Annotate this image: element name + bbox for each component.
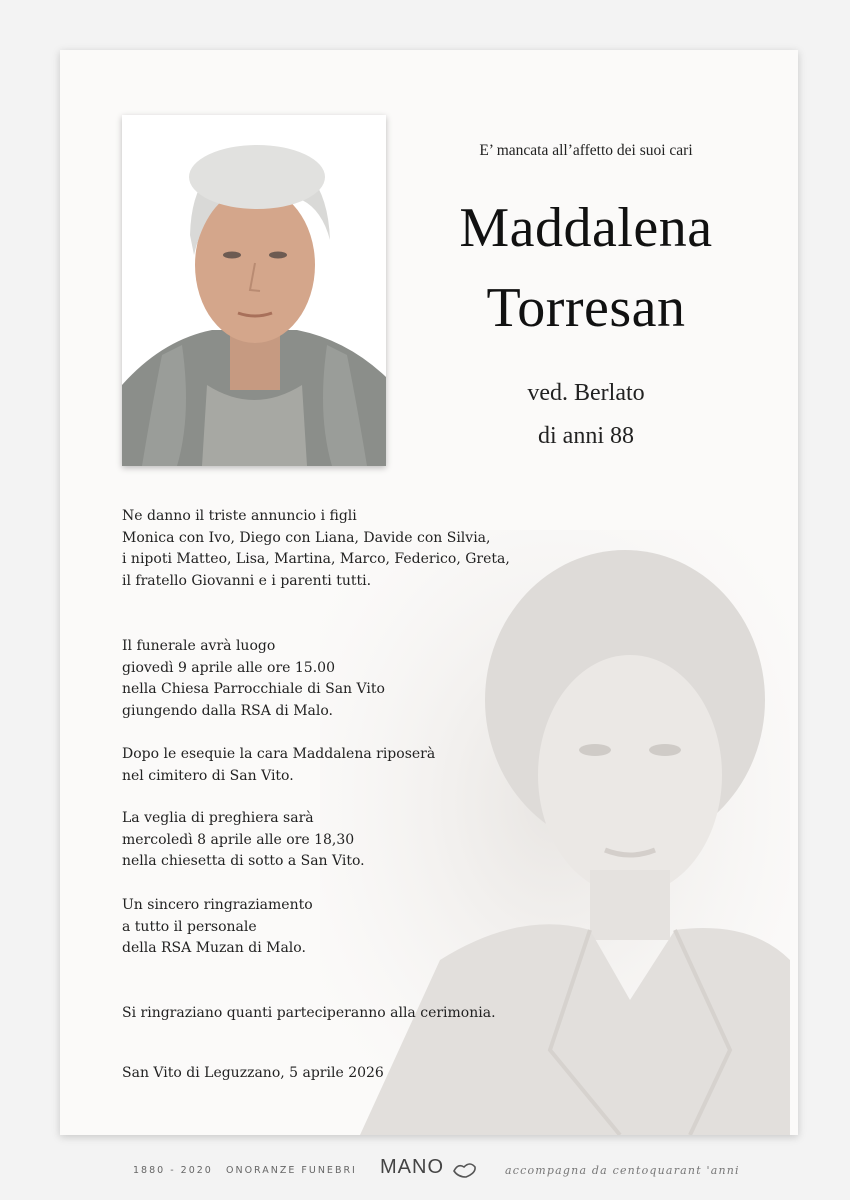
announcement-line: Monica con Ivo, Diego con Liana, Davide con Silvia,	[122, 529, 491, 546]
thanks-all-paragraph	[122, 1003, 642, 1025]
vigil-line: mercoledì 8 aprile alle ore 18,30	[122, 831, 355, 848]
footer-motto: accompagna da centoquarant 'anni	[505, 1164, 740, 1177]
portrait-photo	[122, 115, 386, 466]
place-date-line: San Vito di Leguzzano, 5 aprile 2026	[122, 1065, 384, 1081]
thanks-staff-line: della RSA Muzan di Malo.	[122, 940, 306, 956]
footer-years: 1880 - 2020	[133, 1165, 213, 1176]
last-name: Torresan	[486, 277, 686, 339]
funeral-line: Il funerale avrà luogo	[122, 638, 276, 654]
announcement-line: Ne danno il triste annuncio i figli	[122, 508, 357, 524]
age: di anni 88	[538, 423, 634, 449]
burial-paragraph	[122, 744, 642, 787]
announcement-line: il fratello Giovanni e i parenti tutti.	[122, 572, 372, 589]
thanks-staff-line: Un sincero ringraziamento	[122, 897, 313, 913]
married-name: ved. Berlato	[527, 380, 645, 406]
burial-line: nel cimitero di San Vito.	[122, 767, 294, 784]
footer	[0, 1150, 850, 1190]
funeral-line: giungendo dalla RSA di Malo.	[122, 702, 334, 719]
footer-brand-logo: MANO	[380, 1156, 444, 1178]
burial-line: Dopo le esequie la cara Maddalena riposerà	[122, 746, 436, 762]
place-date	[122, 1063, 642, 1085]
thanks-all-line: Si ringraziano quanti parteciperanno alla cerimonia.	[122, 1005, 496, 1021]
intro-text: E’ mancata all’affetto dei suoi cari	[479, 142, 693, 159]
funeral-paragraph	[122, 636, 642, 722]
deceased-name	[400, 188, 772, 348]
first-name: Maddalena	[459, 197, 713, 259]
hand-heart-icon	[452, 1159, 478, 1179]
footer-service: ONORANZE FUNEBRI	[226, 1165, 357, 1176]
thanks-staff-line: a tutto il personale	[122, 918, 257, 935]
deceased-details	[400, 372, 772, 458]
funeral-line: nella Chiesa Parrocchiale di San Vito	[122, 681, 385, 697]
obituary-card	[60, 50, 798, 1135]
vigil-line: La veglia di preghiera sarà	[122, 810, 314, 826]
vigil-paragraph	[122, 808, 642, 873]
funeral-line: giovedì 9 aprile alle ore 15.00	[122, 659, 335, 676]
thanks-staff-paragraph	[122, 895, 642, 960]
vigil-line: nella chiesetta di sotto a San Vito.	[122, 853, 365, 869]
announcement-line: i nipoti Matteo, Lisa, Martina, Marco, Federico, Greta,	[122, 551, 510, 567]
announcement-paragraph	[122, 506, 642, 592]
